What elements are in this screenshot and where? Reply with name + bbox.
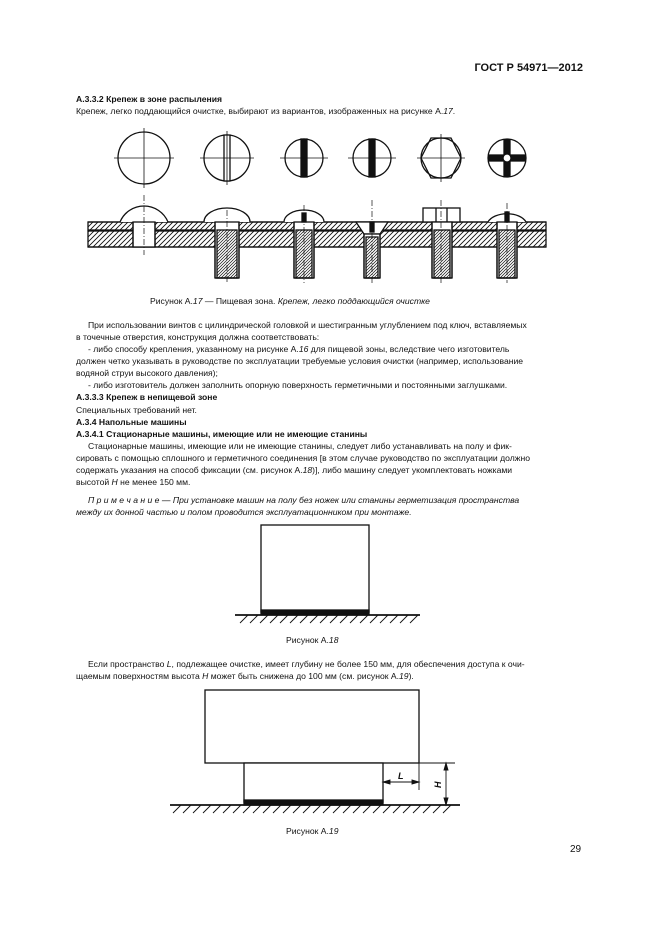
floor-hatch — [240, 615, 418, 623]
machine-base — [244, 763, 383, 802]
text-span: для пищевой зоны, вследствие чего изготовитель — [308, 344, 510, 354]
figure-a19-caption — [286, 825, 338, 837]
text-span: . — [452, 106, 456, 116]
base-plate — [88, 222, 546, 247]
sealed-joint — [261, 610, 369, 614]
caption-prefix: Рисунок А. — [150, 296, 193, 306]
variable: H — [202, 671, 209, 681]
figure-a17-drawing — [80, 125, 560, 285]
para3-line1 — [88, 658, 525, 670]
screw-top-countersunk — [348, 139, 396, 177]
caption-number: 17 — [192, 296, 203, 306]
text-span: - либо способу крепления, указанному на рисунке А. — [88, 344, 299, 354]
para1-line6: - либо изготовитель должен заполнить опорную поверхность герметичными и постоянными заглушками. — [88, 380, 508, 390]
floor-hatch — [173, 805, 451, 813]
note-text: — При установке машин на полу без ножек или станины герметизация пространства — [159, 495, 520, 505]
section-text-a333: Специальных требований нет. — [76, 405, 197, 415]
dimension-L-label: L — [398, 771, 404, 781]
note-line2: между их донной частью и полом проводится эксплуатационником при монтаже. — [76, 507, 412, 517]
dimension-H-label: H — [433, 781, 443, 788]
section-text-a332 — [76, 105, 455, 117]
para2-line2: сировать с помощью сплошного и герметичного соединения [в этом случае руководство по эксплуатации должно — [76, 453, 530, 463]
screw-top-cross — [488, 139, 526, 177]
para2-line3 — [76, 464, 512, 476]
screw-top-slot-wide — [200, 131, 254, 185]
caption-prefix: Рисунок А. — [286, 635, 329, 645]
screw-top-plain — [114, 128, 174, 188]
para1-line2: в точечные отверстия, конструкция должна соответствовать: — [76, 332, 320, 342]
text-span: )], либо машину следует укомплектовать ножками — [312, 465, 513, 475]
screw-top-hex — [417, 134, 465, 182]
figure-ref: 18 — [302, 465, 313, 475]
figure-a19-drawing — [165, 688, 465, 818]
figure-a18-caption — [286, 634, 338, 646]
figure-ref: 17 — [443, 106, 453, 116]
caption-number: 18 — [328, 635, 339, 645]
para1-line5: водяной струи высокого давления); — [76, 368, 218, 378]
section-heading-a333: А.3.3.3 Крепеж в непищевой зоне — [76, 392, 218, 402]
figure-ref: 19 — [399, 671, 409, 681]
para1-line1: При использовании винтов с цилиндрической головкой и шестигранным углублением под ключ, вставляемых — [88, 320, 527, 330]
text-span: , подлежащее очистке, имеет глубину не более 150 мм, для обеспечения доступа к очи- — [171, 659, 525, 669]
standard-header: ГОСТ Р 54971—2012 — [474, 62, 583, 74]
caption-italic: Крепеж, легко поддающийся очистке — [277, 296, 430, 306]
para3-line2 — [76, 670, 414, 682]
note-line1 — [88, 494, 519, 506]
figure-a18-drawing — [230, 524, 430, 634]
text-span: Если пространство — [88, 659, 167, 669]
variable: H — [111, 477, 118, 487]
section-heading-a332: А.3.3.2 Крепеж в зоне распыления — [76, 94, 222, 104]
screw-top-slot-filled — [280, 139, 328, 177]
para2-line4 — [76, 476, 190, 488]
machine-body — [205, 690, 419, 763]
figure-ref: 16 — [298, 344, 309, 354]
text-span: может быть снижена до 100 мм (см. рисунок А. — [208, 671, 399, 681]
section-heading-a34: А.3.4 Напольные машины — [76, 417, 187, 427]
caption-prefix: Рисунок А. — [286, 826, 329, 836]
para2-line1: Стационарные машины, имеющие или не имеющие станины, следует либо устанавливать на полу и фик- — [88, 441, 512, 451]
caption-text: — Пищевая зона. — [202, 296, 278, 306]
text-span: содержать указания на способ фиксации (см. рисунок А. — [76, 465, 303, 475]
note-label: П р и м е ч а н и е — [88, 495, 160, 505]
figure-a17-caption — [150, 295, 430, 307]
caption-number: 19 — [328, 826, 339, 836]
para1-line4: должен четко указывать в руководстве по эксплуатации требуемые условия очистки (например, использование — [76, 356, 524, 366]
text-span: высотой — [76, 477, 112, 487]
variable: L — [166, 659, 172, 669]
text-span: щаемым поверхностям высота — [76, 671, 203, 681]
text-span: ). — [408, 671, 414, 681]
page-number: 29 — [570, 844, 582, 855]
para1-line3 — [88, 343, 509, 355]
section-heading-a341: А.3.4.1 Стационарные машины, имеющие или не имеющие станины — [76, 429, 368, 439]
text-span: Крепеж, легко поддающийся очистке, выбирают из вариантов, изображенных на рисунке А. — [76, 106, 444, 116]
text-span: не менее 150 мм. — [117, 477, 191, 487]
